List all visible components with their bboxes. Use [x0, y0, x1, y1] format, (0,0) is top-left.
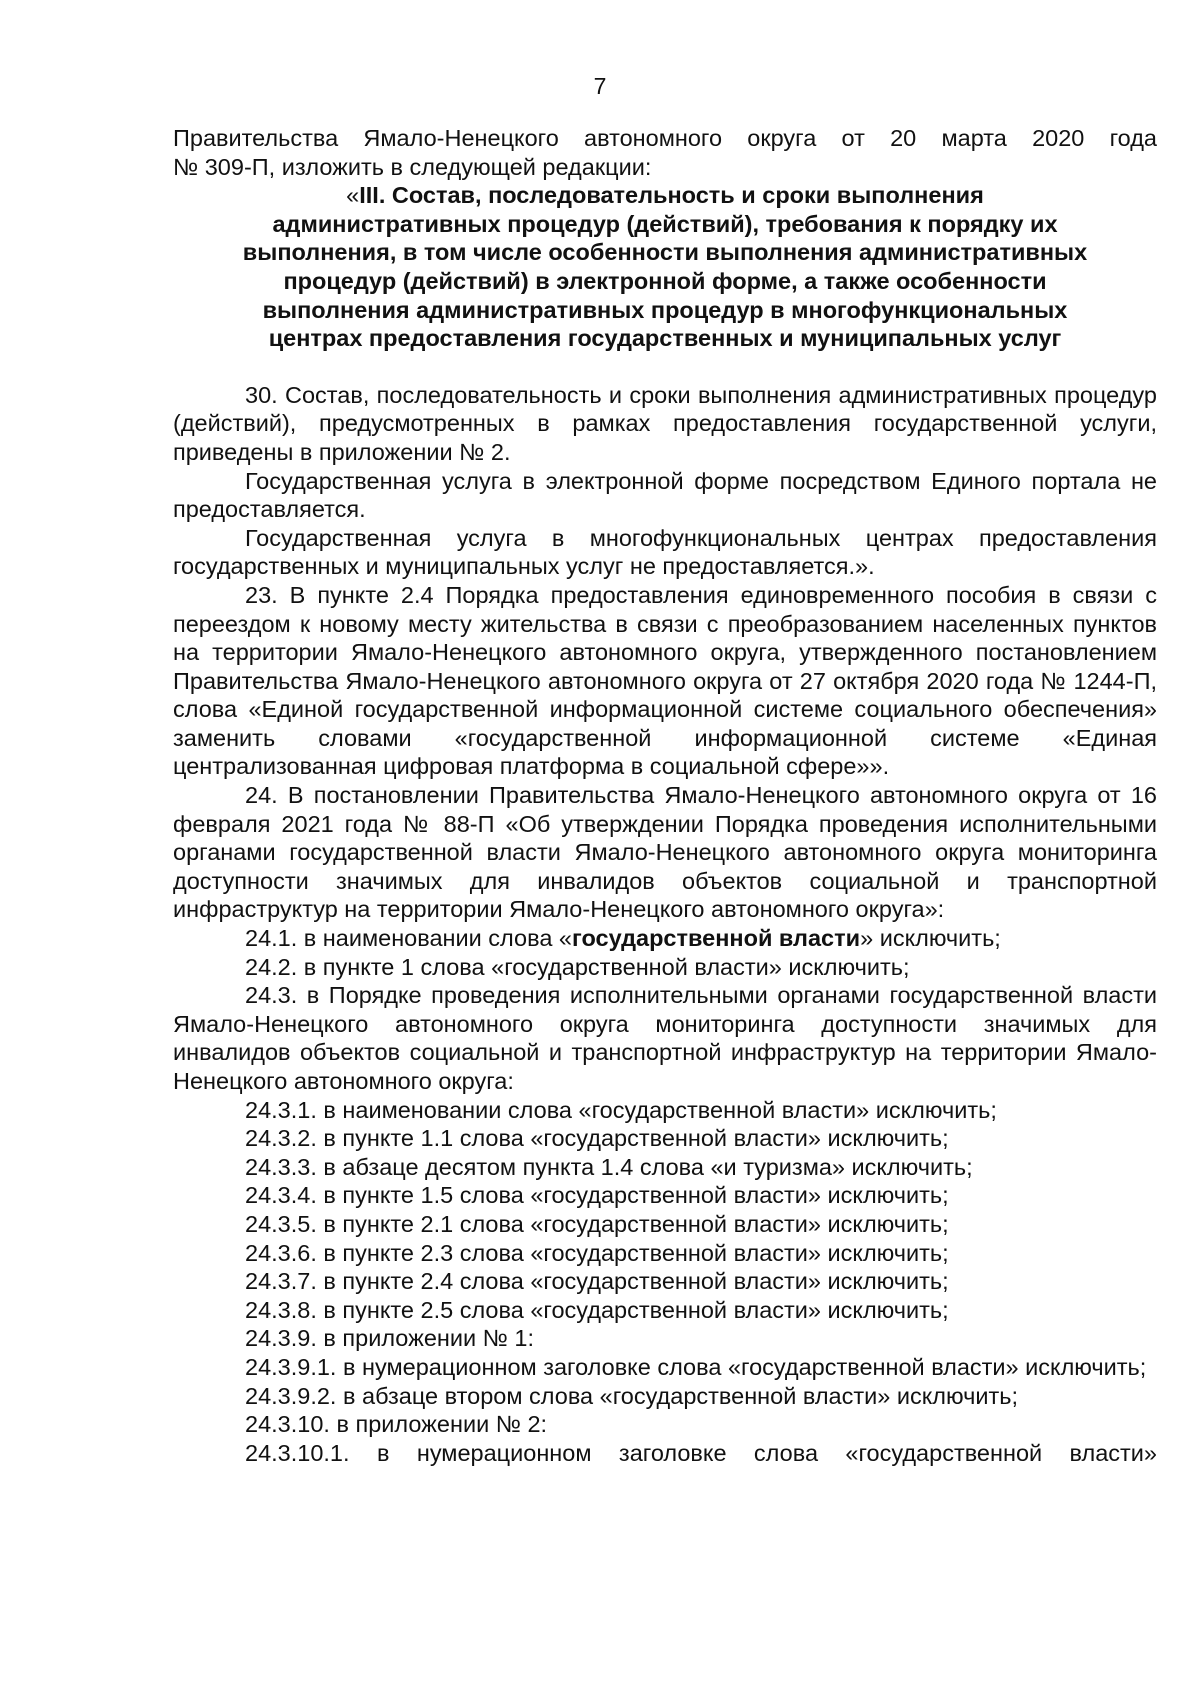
- paragraph-23: 23. В пункте 2.4 Порядка предоставления единовременного пособия в связи с переездом к новому месту жительства в связи с преобразованием населенных пунктов на территории Ямало-Ненецкого автономного округа, утвержденного постановлением Правительства Ямало-Ненецкого автономного округа от 27 октября 2020 года № 1244-П, слова «Единой государственной информационной системе социального обеспечения» заменить словами «государственной информационной системе «Единая централизованная цифровая платформа в социальной сфере»».: [173, 581, 1157, 780]
- item-24-3-6: 24.3.6. в пункте 2.3 слова «государственной власти» исключить;: [245, 1239, 949, 1266]
- item-24-3-10-1: 24.3.10.1. в нумерационном заголовке слова «государственной власти»: [245, 1439, 1157, 1466]
- item-24-1-post: » исключить;: [860, 925, 1001, 952]
- paragraph-portal: Государственная услуга в электронной форме посредством Единого портала не предоставляется.: [173, 467, 1157, 523]
- item-24-3-1: 24.3.1. в наименовании слова «государственной власти» исключить;: [245, 1096, 997, 1123]
- item-24-3-2: 24.3.2. в пункте 1.1 слова «государственной власти» исключить;: [245, 1125, 949, 1152]
- item-24-3-5: 24.3.5. в пункте 2.1 слова «государственной власти» исключить;: [245, 1210, 949, 1237]
- item-24-3-10: 24.3.10. в приложении № 2:: [245, 1411, 548, 1438]
- item-24-3-9-2: 24.3.9.2. в абзаце втором слова «государственной власти» исключить;: [245, 1382, 1018, 1409]
- heading-text: III. Состав, последовательность и сроки выполнения административных процедур (действий), требования к порядку их выполнения, в том числе особенности выполнения административных процедур (действий) в электронной форме, а также особенности выполнения административных процедур в многофункциональных центрах предоставления государственных и муниципальных услуг: [242, 182, 1088, 352]
- heading-prefix: «: [346, 182, 360, 209]
- paragraph-30: 30. Состав, последовательность и сроки выполнения административных процедур (действий), предусмотренных в рамках предоставления государственной услуги, приведены в приложении № 2.: [173, 381, 1157, 465]
- document-body: [173, 124, 1157, 1467]
- item-24-3-3: 24.3.3. в абзаце десятом пункта 1.4 слова «и туризма» исключить;: [245, 1153, 973, 1180]
- intro-line-2: № 309-П, изложить в следующей редакции:: [173, 153, 652, 180]
- item-24-1-pre: 24.1. в наименовании слова «: [245, 925, 572, 952]
- item-24-3-7: 24.3.7. в пункте 2.4 слова «государственной власти» исключить;: [245, 1268, 949, 1295]
- item-24-3-8: 24.3.8. в пункте 2.5 слова «государственной власти» исключить;: [245, 1296, 949, 1323]
- item-24-3-4: 24.3.4. в пункте 1.5 слова «государственной власти» исключить;: [245, 1182, 949, 1209]
- item-24-2: 24.2. в пункте 1 слова «государственной власти» исключить;: [245, 953, 910, 980]
- intro-line-1: Правительства Ямало-Ненецкого автономного округа от 20 марта 2020 года: [173, 125, 1157, 151]
- paragraph-mfc: Государственная услуга в многофункциональных центрах предоставления государственных и муниципальных услуг не предоставляется.».: [173, 524, 1157, 580]
- item-24-3-9: 24.3.9. в приложении № 1:: [245, 1325, 534, 1352]
- paragraph-24: 24. В постановлении Правительства Ямало-Ненецкого автономного округа от 16 февраля 2021 года № 88-П «Об утверждении Порядка проведения исполнительными органами государственной власти Ямало-Ненецкого автономного округа мониторинга доступности значимых для инвалидов объектов социальной и транспортной инфраструктур на территории Ямало-Ненецкого автономного округа»:: [173, 782, 1157, 923]
- item-24-3: 24.3. в Порядке проведения исполнительными органами государственной власти Ямало-Ненецкого автономного округа мониторинга доступности значимых для инвалидов объектов социальной и транспортной инфраструктур на территории Ямало-Ненецкого автономного округа:: [173, 982, 1157, 1094]
- item-24-1-bold: государственной власти: [572, 925, 861, 952]
- section-heading: [173, 181, 1157, 353]
- item-24-3-9-1: 24.3.9.1. в нумерационном заголовке слова «государственной власти» исключить;: [245, 1353, 1147, 1380]
- item-24-1: [173, 924, 1157, 953]
- page-number: 7: [593, 73, 607, 99]
